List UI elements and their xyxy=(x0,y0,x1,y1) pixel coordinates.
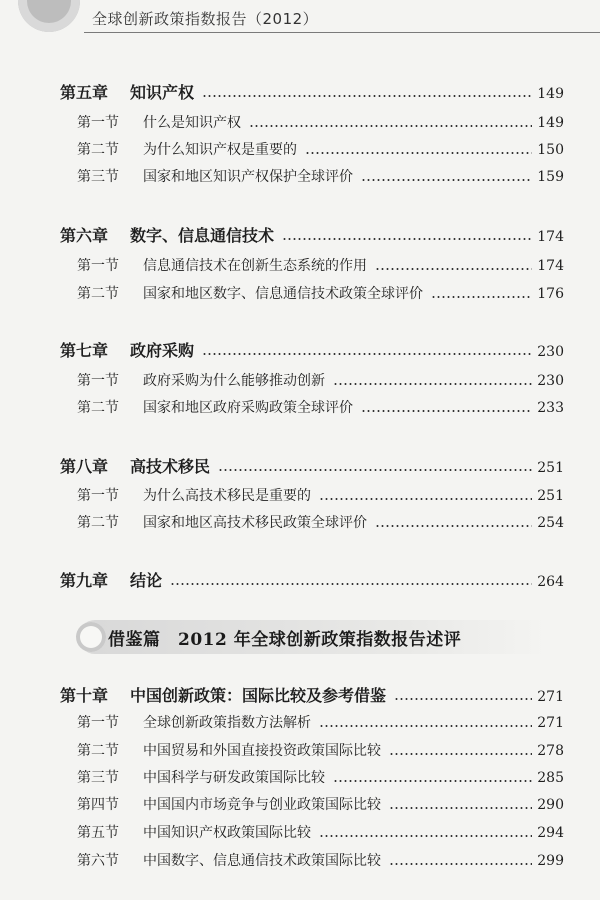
entry-page: 285 xyxy=(537,770,564,786)
part-title: 借鉴篇 2012 年全球创新政策指数报告述评 xyxy=(108,630,462,650)
entry-page: 174 xyxy=(537,258,564,274)
dot-leader xyxy=(361,179,532,181)
entry-number: 第一节 xyxy=(77,488,119,504)
dot-leader xyxy=(333,383,532,385)
entry-title: 知识产权 xyxy=(130,83,195,102)
dot-leader xyxy=(305,152,532,154)
toc-chapter-9[interactable] xyxy=(60,568,564,591)
entry-title: 中国科学与研发政策国际比较 xyxy=(143,770,325,786)
entry-number: 第六章 xyxy=(60,226,109,245)
entry-number: 第一节 xyxy=(77,258,119,274)
toc-section[interactable] xyxy=(77,139,564,159)
toc-section[interactable] xyxy=(77,767,564,787)
toc-section[interactable] xyxy=(77,112,564,132)
entry-page: 299 xyxy=(537,853,564,869)
entry-title: 国家和地区高技术移民政策全球评价 xyxy=(143,515,367,531)
dot-leader xyxy=(394,698,532,700)
header-title: 全球创新政策指数报告（2012） xyxy=(92,10,319,28)
entry-number: 第四节 xyxy=(77,797,119,813)
dot-leader xyxy=(375,268,532,270)
entry-number: 第二节 xyxy=(77,515,119,531)
entry-number: 第一节 xyxy=(77,115,119,131)
entry-page: 176 xyxy=(537,286,564,302)
toc-section[interactable] xyxy=(77,822,564,842)
toc-section[interactable] xyxy=(77,794,564,814)
entry-page: 233 xyxy=(537,400,564,416)
entry-page: 254 xyxy=(537,515,564,531)
entry-title: 高技术移民 xyxy=(130,457,211,476)
entry-title: 全球创新政策指数方法解析 xyxy=(143,715,311,731)
toc-section[interactable] xyxy=(77,512,564,532)
entry-number: 第三节 xyxy=(77,169,119,185)
entry-title: 中国知识产权政策国际比较 xyxy=(143,825,311,841)
toc-chapter-7[interactable] xyxy=(60,338,564,361)
dot-leader xyxy=(319,498,532,500)
entry-title: 政府采购为什么能够推动创新 xyxy=(143,373,325,389)
toc-section[interactable] xyxy=(77,485,564,505)
dot-leader xyxy=(319,725,532,727)
part-banner xyxy=(78,620,548,654)
entry-page: 149 xyxy=(537,86,564,102)
entry-page: 150 xyxy=(537,142,564,158)
entry-page: 294 xyxy=(537,825,564,841)
entry-page: 251 xyxy=(537,488,564,504)
dot-leader xyxy=(375,525,532,527)
toc-chapter-8[interactable] xyxy=(60,454,564,477)
entry-number: 第六节 xyxy=(77,853,119,869)
entry-number: 第十章 xyxy=(60,686,109,705)
entry-number: 第五章 xyxy=(60,83,109,102)
toc-section[interactable] xyxy=(77,397,564,417)
entry-title: 政府采购 xyxy=(130,341,195,360)
toc-section[interactable] xyxy=(77,712,564,732)
entry-page: 271 xyxy=(537,689,564,705)
entry-number: 第二节 xyxy=(77,286,119,302)
entry-page: 159 xyxy=(537,169,564,185)
entry-title: 国家和地区政府采购政策全球评价 xyxy=(143,400,353,416)
dot-leader xyxy=(333,780,532,782)
entry-title: 信息通信技术在创新生态系统的作用 xyxy=(143,258,367,274)
dot-leader xyxy=(170,583,532,585)
dot-leader xyxy=(282,238,532,240)
entry-number: 第七章 xyxy=(60,341,109,360)
dot-leader xyxy=(202,95,532,97)
entry-page: 230 xyxy=(537,373,564,389)
entry-title: 数字、信息通信技术 xyxy=(130,226,275,245)
toc-section[interactable] xyxy=(77,740,564,760)
entry-title: 什么是知识产权 xyxy=(143,115,241,131)
toc-chapter-5[interactable] xyxy=(60,80,564,103)
dot-leader xyxy=(431,296,532,298)
toc-section[interactable] xyxy=(77,283,564,303)
entry-page: 174 xyxy=(537,229,564,245)
toc-chapter-6[interactable] xyxy=(60,223,564,246)
entry-title: 中国创新政策：国际比较及参考借鉴 xyxy=(130,686,387,705)
toc-chapter-10[interactable] xyxy=(60,683,564,706)
toc-section[interactable] xyxy=(77,255,564,275)
toc-section[interactable] xyxy=(77,370,564,390)
entry-number: 第二节 xyxy=(77,743,119,759)
entry-title: 国家和地区知识产权保护全球评价 xyxy=(143,169,353,185)
entry-page: 230 xyxy=(537,344,564,360)
toc-section[interactable] xyxy=(77,850,564,870)
dot-leader xyxy=(389,863,532,865)
entry-number: 第五节 xyxy=(77,825,119,841)
entry-title: 中国贸易和外国直接投资政策国际比较 xyxy=(143,743,381,759)
part-bullet-graphic xyxy=(76,622,106,652)
entry-title: 国家和地区数字、信息通信技术政策全球评价 xyxy=(143,286,423,302)
entry-number: 第八章 xyxy=(60,457,109,476)
entry-title: 结论 xyxy=(130,571,163,590)
entry-title: 为什么高技术移民是重要的 xyxy=(143,488,311,504)
entry-number: 第一节 xyxy=(77,715,119,731)
entry-number: 第二节 xyxy=(77,400,119,416)
entry-title: 中国数字、信息通信技术政策国际比较 xyxy=(143,853,381,869)
entry-number: 第二节 xyxy=(77,142,119,158)
entry-number: 第三节 xyxy=(77,770,119,786)
entry-page: 290 xyxy=(537,797,564,813)
toc-section[interactable] xyxy=(77,166,564,186)
dot-leader xyxy=(319,835,532,837)
entry-page: 149 xyxy=(537,115,564,131)
entry-page: 278 xyxy=(537,743,564,759)
dot-leader xyxy=(218,469,532,471)
dot-leader xyxy=(249,125,532,127)
entry-number: 第一节 xyxy=(77,373,119,389)
entry-page: 264 xyxy=(537,574,564,590)
dot-leader xyxy=(202,353,532,355)
entry-page: 271 xyxy=(537,715,564,731)
dot-leader xyxy=(389,753,532,755)
dot-leader xyxy=(389,807,532,809)
entry-title: 中国国内市场竞争与创业政策国际比较 xyxy=(143,797,381,813)
entry-title: 为什么知识产权是重要的 xyxy=(143,142,297,158)
entry-page: 251 xyxy=(537,460,564,476)
entry-number: 第九章 xyxy=(60,571,109,590)
dot-leader xyxy=(361,410,532,412)
